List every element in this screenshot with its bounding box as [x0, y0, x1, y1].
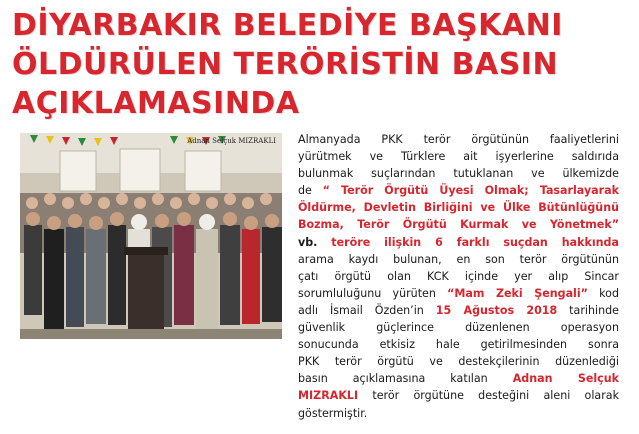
article-line: [298, 370, 619, 387]
article-body: [298, 131, 619, 422]
photo-caption: Adnan Selçuk MIZRAKLI: [187, 137, 276, 145]
article-line: arama kaydı bulunan, en son terör örgütünün: [298, 252, 619, 266]
article-text: terör örgütüne desteğini aleni olarak: [358, 389, 619, 403]
codename-highlight: “Mam Zeki Şengali”: [447, 286, 588, 300]
charges-highlight-line: Öldürme, Devletin Birliğini ve Ülke Bütünlüğünü: [298, 201, 619, 215]
article-line: çatı örgütü olan KCK içinde yer alıp Sincar: [298, 269, 619, 283]
article-line: bulunmak suçlarından tutuklanan ve ülkemizde: [298, 167, 619, 181]
headline: [12, 6, 632, 123]
name-highlight: MIZRAKLI: [298, 389, 359, 403]
article-line: Almanyada PKK terör örgütünün faaliyetlerini: [298, 133, 619, 146]
article-line: güvenlik güçlerince düzenlenen operasyon: [298, 321, 619, 335]
headline-line-3: AÇIKLAMASINDA: [12, 86, 300, 121]
crowd-illustration: [20, 133, 282, 339]
charges-highlight: teröre ilişkin 6 farklı suçdan hakkında: [331, 235, 619, 249]
article-text: tarihinde: [557, 303, 619, 317]
article-line: yürütmek ve Türklere ait işyerlerine saldırıda: [298, 150, 619, 164]
article-text: de: [298, 184, 323, 198]
article-line: [298, 182, 619, 199]
article-text: kod: [587, 286, 620, 300]
article-text: basın açıklamasına katılan: [298, 372, 513, 386]
press-conference-photo: [20, 133, 282, 339]
charges-highlight: “ Terör Örgütü Üyesi Olmak; Tasarlayarak: [322, 184, 619, 198]
charges-highlight-line: Bozma, Terör Örgütü Kurmak ve Yönetmek”: [298, 218, 619, 232]
name-highlight: Adnan Selçuk: [512, 372, 619, 386]
article-line: [298, 285, 619, 302]
article-line: [298, 234, 619, 251]
article-line: [298, 387, 619, 404]
article-text: sorumluluğunu yürüten: [298, 286, 448, 300]
article-line: sonucunda etkisiz hale getirilmesinden sonra: [298, 338, 619, 352]
article-text: vb.: [298, 235, 332, 249]
date-highlight: 15 Ağustos 2018: [435, 303, 558, 317]
article-line: göstermiştir.: [298, 406, 368, 420]
headline-line-1: DİYARBAKIR BELEDİYE BAŞKANI: [12, 8, 563, 43]
article-line: PKK terör örgütü ve destekçilerinin düzenlediği: [298, 355, 619, 369]
headline-line-2: ÖLDÜRÜLEN TERÖRİSTİN BASIN: [12, 47, 559, 82]
article-line: [298, 302, 619, 319]
article-text: adlı İsmail Özden’in: [298, 303, 436, 317]
